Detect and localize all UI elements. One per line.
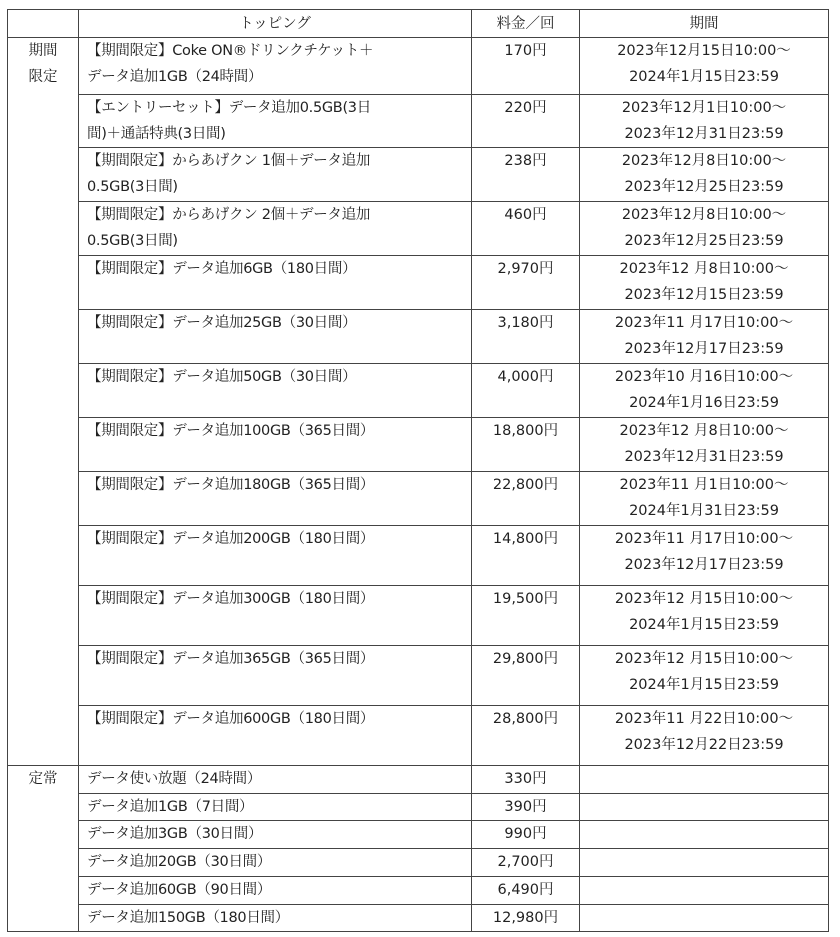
category-cell: [8, 794, 79, 821]
table-row: [8, 794, 829, 821]
price-cell: 12,980円: [472, 905, 580, 932]
price-cell: 990円: [472, 821, 580, 849]
topping-cell: [79, 202, 472, 256]
category-cell: [8, 821, 79, 849]
table-row: [8, 310, 829, 364]
table-body: [8, 38, 829, 932]
table-row: [8, 877, 829, 905]
price-cell: 14,800円: [472, 526, 580, 586]
topping-cell: [79, 706, 472, 766]
table-row: [8, 526, 829, 586]
category-cell: [8, 95, 79, 148]
cell-line: 【期間限定】からあげクン 2個＋データ追加: [87, 207, 371, 223]
topping-price-table: [7, 9, 829, 932]
topping-cell: [79, 38, 472, 95]
cell-line: 2023年12月25日23:59: [624, 233, 784, 249]
cell-line: 【期間限定】データ追加50GB（30日間）: [87, 369, 357, 385]
cell-line: 2023年12月15日23:59: [624, 287, 784, 303]
category-cell: [8, 202, 79, 256]
price-cell: 460円: [472, 202, 580, 256]
table-row: [8, 821, 829, 849]
category-cell: [8, 418, 79, 472]
cell-line: 2023年12 月8日10:00～: [619, 261, 789, 277]
price-cell: 330円: [472, 766, 580, 794]
period-cell: [580, 148, 829, 202]
cell-line: 2024年1月15日23:59: [629, 677, 779, 693]
period-cell: [580, 706, 829, 766]
table-row: [8, 586, 829, 646]
cell-line: 【期間限定】データ追加25GB（30日間）: [87, 315, 357, 331]
category-cell: [8, 905, 79, 932]
category-cell: [8, 877, 79, 905]
period-cell: [580, 905, 829, 932]
table-row: [8, 256, 829, 310]
cell-line: 2023年12 月8日10:00～: [619, 423, 789, 439]
topping-cell: [79, 821, 472, 849]
cell-line: 2023年12月31日23:59: [624, 126, 784, 142]
period-cell: [580, 472, 829, 526]
topping-cell: [79, 526, 472, 586]
category-cell: [8, 706, 79, 766]
cell-line: 2023年11 月17日10:00～: [614, 315, 794, 331]
table-row: [8, 364, 829, 418]
topping-cell: [79, 256, 472, 310]
cell-line: 2023年11 月1日10:00～: [619, 477, 789, 493]
cell-line: 【エントリーセット】データ追加0.5GB(3日: [87, 100, 371, 116]
topping-cell: [79, 877, 472, 905]
period-cell: [580, 821, 829, 849]
header-period: 期間: [580, 10, 829, 38]
cell-line: 0.5GB(3日間): [87, 233, 178, 249]
cell-line: 期間: [28, 43, 58, 59]
cell-line: 2023年12 月15日10:00～: [614, 591, 794, 607]
price-cell: 170円: [472, 38, 580, 95]
cell-line: 2023年12月8日10:00～: [621, 207, 787, 223]
table-row: [8, 472, 829, 526]
period-cell: [580, 256, 829, 310]
table-row: [8, 95, 829, 148]
period-cell: [580, 646, 829, 706]
table-row: [8, 766, 829, 794]
header-price: 料金／回: [472, 10, 580, 38]
price-cell: 28,800円: [472, 706, 580, 766]
cell-line: 【期間限定】Coke ON®ドリンクチケット＋: [87, 43, 374, 59]
cell-line: 2023年10 月16日10:00～: [614, 369, 794, 385]
cell-line: 【期間限定】データ追加180GB（365日間）: [87, 477, 375, 493]
table-row: [8, 706, 829, 766]
cell-line: 【期間限定】データ追加300GB（180日間）: [87, 591, 375, 607]
table-row: [8, 418, 829, 472]
category-cell: [8, 849, 79, 877]
price-cell: 390円: [472, 794, 580, 821]
cell-line: データ追加20GB（30日間）: [87, 854, 272, 870]
period-cell: [580, 766, 829, 794]
period-cell: [580, 95, 829, 148]
cell-line: 2023年12月22日23:59: [624, 737, 784, 753]
table-row: [8, 38, 829, 95]
category-cell: [8, 364, 79, 418]
price-cell: 2,970円: [472, 256, 580, 310]
period-cell: [580, 364, 829, 418]
period-cell: [580, 794, 829, 821]
cell-line: 2023年11 月22日10:00～: [614, 711, 794, 727]
cell-line: データ追加3GB（30日間）: [87, 826, 263, 842]
cell-line: 【期間限定】データ追加200GB（180日間）: [87, 531, 375, 547]
category-cell: [8, 38, 79, 95]
period-cell: [580, 418, 829, 472]
cell-line: データ追加1GB（24時間）: [87, 69, 263, 85]
header-topping: トッピング: [79, 10, 472, 38]
price-cell: 29,800円: [472, 646, 580, 706]
cell-line: 限定: [28, 69, 58, 85]
price-cell: 220円: [472, 95, 580, 148]
cell-line: 【期間限定】データ追加365GB（365日間）: [87, 651, 375, 667]
table-row: [8, 148, 829, 202]
cell-line: 2023年12月8日10:00～: [621, 153, 787, 169]
price-cell: 238円: [472, 148, 580, 202]
cell-line: 2023年12月17日23:59: [624, 557, 784, 573]
category-cell: [8, 526, 79, 586]
period-cell: [580, 526, 829, 586]
cell-line: データ追加150GB（180日間）: [87, 910, 289, 926]
cell-line: 2024年1月31日23:59: [629, 503, 779, 519]
cell-line: 2023年12月1日10:00～: [621, 100, 787, 116]
cell-line: データ追加1GB（7日間）: [87, 799, 254, 815]
topping-cell: [79, 418, 472, 472]
price-cell: 4,000円: [472, 364, 580, 418]
header-category: [8, 10, 79, 38]
cell-line: 定常: [28, 771, 58, 787]
cell-line: 【期間限定】からあげクン 1個＋データ追加: [87, 153, 371, 169]
table-row: [8, 905, 829, 932]
topping-cell: [79, 310, 472, 364]
period-cell: [580, 877, 829, 905]
topping-cell: [79, 905, 472, 932]
category-cell: [8, 646, 79, 706]
cell-line: 2023年12月25日23:59: [624, 179, 784, 195]
cell-line: 間)＋通話特典(3日間): [87, 126, 226, 142]
cell-line: データ追加60GB（90日間）: [87, 882, 272, 898]
period-cell: [580, 38, 829, 95]
category-cell: [8, 472, 79, 526]
price-cell: 3,180円: [472, 310, 580, 364]
period-cell: [580, 849, 829, 877]
category-cell: [8, 586, 79, 646]
cell-line: 2023年12 月15日10:00～: [614, 651, 794, 667]
cell-line: 2023年12月31日23:59: [624, 449, 784, 465]
period-cell: [580, 202, 829, 256]
topping-cell: [79, 586, 472, 646]
cell-line: 2024年1月15日23:59: [629, 617, 779, 633]
cell-line: 2024年1月15日23:59: [629, 69, 779, 85]
topping-cell: [79, 364, 472, 418]
category-cell: [8, 310, 79, 364]
topping-cell: [79, 794, 472, 821]
category-cell: [8, 148, 79, 202]
price-cell: 22,800円: [472, 472, 580, 526]
cell-line: 2024年1月16日23:59: [629, 395, 779, 411]
cell-line: 0.5GB(3日間): [87, 179, 178, 195]
topping-cell: [79, 472, 472, 526]
topping-cell: [79, 646, 472, 706]
price-cell: 19,500円: [472, 586, 580, 646]
cell-line: 【期間限定】データ追加6GB（180日間）: [87, 261, 357, 277]
topping-cell: [79, 849, 472, 877]
table-row: [8, 849, 829, 877]
category-cell: [8, 766, 79, 794]
cell-line: 2023年12月17日23:59: [624, 341, 784, 357]
table-row: [8, 202, 829, 256]
table-row: [8, 646, 829, 706]
header-row: [8, 10, 829, 38]
cell-line: 2023年12月15日10:00～: [617, 43, 791, 59]
topping-cell: [79, 95, 472, 148]
category-cell: [8, 256, 79, 310]
price-cell: 6,490円: [472, 877, 580, 905]
topping-cell: [79, 148, 472, 202]
cell-line: 2023年11 月17日10:00～: [614, 531, 794, 547]
price-cell: 2,700円: [472, 849, 580, 877]
price-cell: 18,800円: [472, 418, 580, 472]
cell-line: データ使い放題（24時間）: [87, 771, 262, 787]
cell-line: 【期間限定】データ追加100GB（365日間）: [87, 423, 375, 439]
topping-cell: [79, 766, 472, 794]
period-cell: [580, 586, 829, 646]
cell-line: 【期間限定】データ追加600GB（180日間）: [87, 711, 375, 727]
period-cell: [580, 310, 829, 364]
